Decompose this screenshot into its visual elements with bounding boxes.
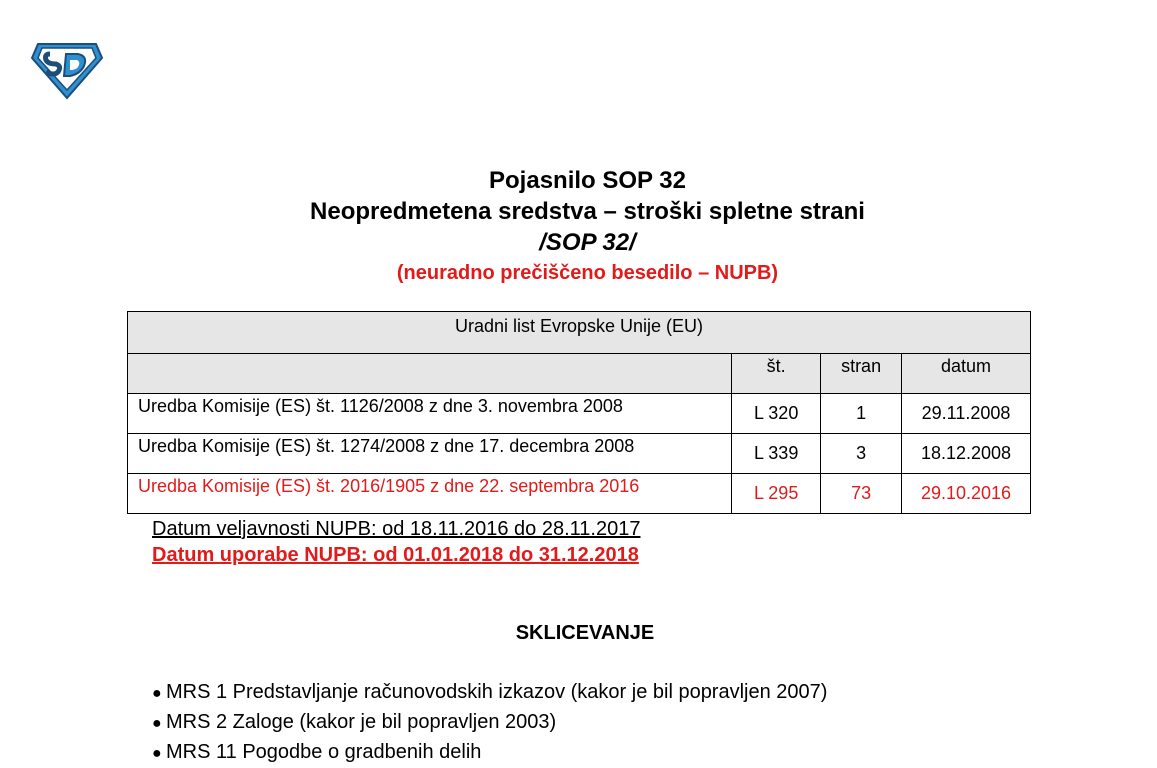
validity-block <box>152 516 640 568</box>
table-caption-row <box>128 312 1031 354</box>
bullet-icon: ● <box>152 685 162 702</box>
table-row-highlighted <box>128 474 1031 514</box>
reference-text: MRS 1 Predstavljanje računovodskih izkazov (kakor je bil popravljen 2007) <box>166 681 828 703</box>
reference-text: MRS 11 Pogodbe o gradbenih delih <box>166 741 482 763</box>
references-list <box>152 678 827 768</box>
bullet-icon: ● <box>152 745 162 762</box>
regulation-name: Uredba Komisije (ES) št. 1126/2008 z dne 3. novembra 2008 <box>128 394 732 434</box>
regulation-page: 73 <box>821 474 902 514</box>
regulation-number: L 320 <box>732 394 821 434</box>
column-header-datum: datum <box>902 354 1031 394</box>
list-item <box>152 708 827 738</box>
column-header-st: št. <box>732 354 821 394</box>
regulation-page: 1 <box>821 394 902 434</box>
list-item <box>152 678 827 708</box>
regulation-name: Uredba Komisije (ES) št. 1274/2008 z dne 17. decembra 2008 <box>128 434 732 474</box>
regulation-name: Uredba Komisije (ES) št. 2016/1905 z dne 22. septembra 2016 <box>128 474 732 514</box>
sd-diamond-logo-icon <box>30 40 104 100</box>
application-date: Datum uporabe NUPB: od 01.01.2018 do 31.12.2018 <box>152 544 639 566</box>
table-header-row <box>128 354 1031 394</box>
bullet-icon: ● <box>152 715 162 732</box>
table-header-empty <box>128 354 732 394</box>
document-status-note: (neuradno prečiščeno besedilo – NUPB) <box>396 262 779 284</box>
official-journal-table <box>127 311 1031 514</box>
reference-text: MRS 2 Zaloge (kakor je bil popravljen 2003) <box>166 711 557 733</box>
table-caption: Uradni list Evropske Unije (EU) <box>128 312 1031 354</box>
regulation-date: 29.10.2016 <box>902 474 1031 514</box>
regulation-number: L 339 <box>732 434 821 474</box>
table-row <box>128 394 1031 434</box>
document-code: /SOP 32/ <box>539 229 636 256</box>
regulation-date: 18.12.2008 <box>902 434 1031 474</box>
table-row <box>128 434 1031 474</box>
document-title: Pojasnilo SOP 32 <box>489 167 686 194</box>
section-heading: SKLICEVANJE <box>515 622 655 644</box>
document-subject: Neopredmetena sredstva – stroški spletne strani <box>310 198 865 225</box>
regulation-date: 29.11.2008 <box>902 394 1031 434</box>
regulation-page: 3 <box>821 434 902 474</box>
validity-date: Datum veljavnosti NUPB: od 18.11.2016 do 28.11.2017 <box>152 518 641 540</box>
regulation-number: L 295 <box>732 474 821 514</box>
column-header-stran: stran <box>821 354 902 394</box>
